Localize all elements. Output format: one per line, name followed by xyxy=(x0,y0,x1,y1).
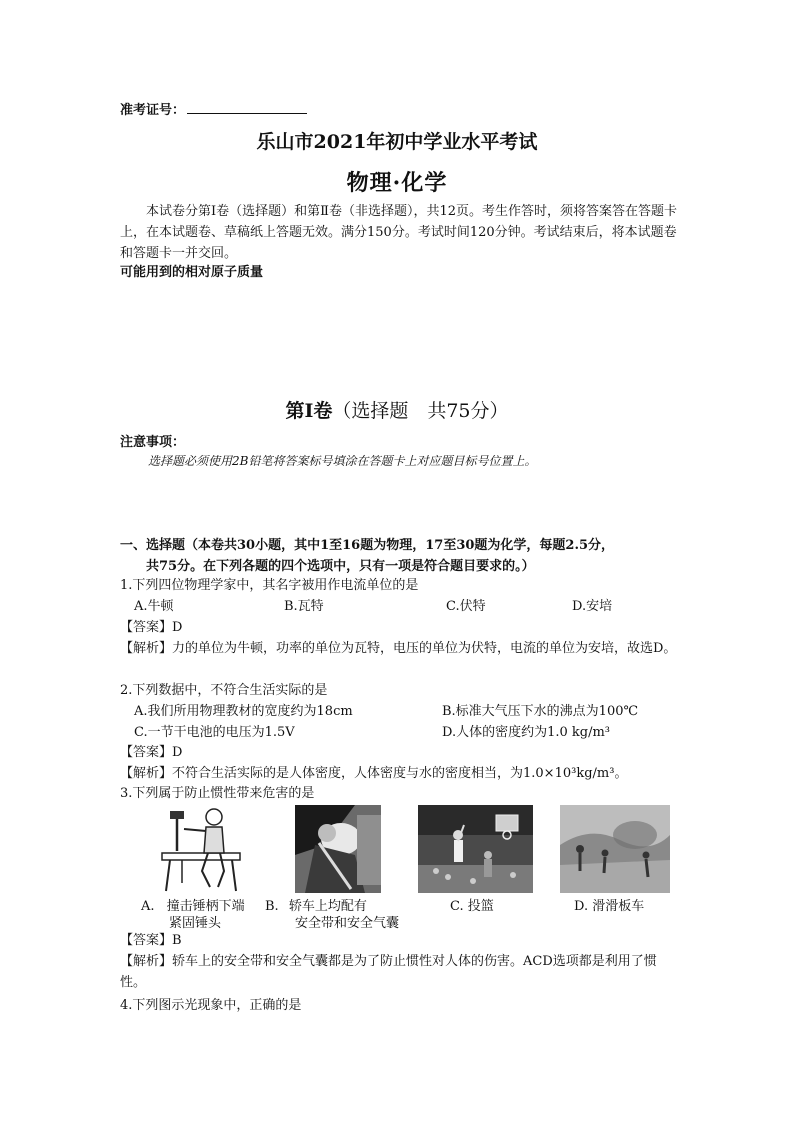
ticket-number-blank xyxy=(187,101,307,114)
q3-option-b-line2: 安全带和安全气囊 xyxy=(295,916,400,931)
q2-option-b: B.标准大气压下水的沸点为100℃ xyxy=(442,704,639,719)
car-airbag-photo xyxy=(295,805,381,893)
q3-image-skateboard xyxy=(560,805,670,893)
exam-title: 乐山市2021年初中学业水平考试 xyxy=(256,131,538,153)
q3-option-b-line1: 轿车上均配有 xyxy=(288,899,367,914)
exam-subject: 物理·化学 xyxy=(346,170,448,196)
section-title-sub: （选择题 共75分） xyxy=(332,400,509,422)
q1-analysis: 【解析】力的单位为牛顿，功率的单位为瓦特，电压的单位为伏特，电流的单位为安培，故选D。 xyxy=(120,641,677,656)
q3-option-a-letter: A. xyxy=(141,899,155,914)
notice-body: 选择题必须使用2B铅笔将答案标号填涂在答题卡上对应题目标号位置上。 xyxy=(148,454,537,468)
q2-answer: 【答案】D xyxy=(120,745,183,760)
q1-option-d: D.安培 xyxy=(572,599,613,614)
q3-image-hammer xyxy=(152,805,244,893)
notice-heading: 注意事项： xyxy=(120,435,186,450)
q1-option-a: A.牛顿 xyxy=(134,599,174,614)
q3-option-a xyxy=(141,898,245,932)
exam-intro: 本试卷分第Ⅰ卷（选择题）和第Ⅱ卷（非选择题），共12页。考生作答时，须将答案答在答题卡上，在本试题卷、草稿纸上答题无效。满分150分。考试时间120分钟。考试结束后，将本试题卷和答题卡一并交回。 xyxy=(120,204,678,261)
q1-stem: 1.下列四位物理学家中，其名字被用作电流单位的是 xyxy=(120,578,419,593)
section-title xyxy=(0,396,794,423)
ticket-number-label: 准考证号： xyxy=(120,103,186,118)
q3-option-d: D. 滑滑板车 xyxy=(574,899,645,914)
q1-option-c: C.伏特 xyxy=(446,599,486,614)
q2-option-c: C.一节干电池的电压为1.5V xyxy=(134,725,295,740)
q3-stem: 3.下列属于防止惯性带来危害的是 xyxy=(120,786,315,801)
q3-option-b-letter: B. xyxy=(265,899,279,914)
section-title-main: 第Ⅰ卷 xyxy=(285,400,333,422)
q2-stem: 2.下列数据中，不符合生活实际的是 xyxy=(120,683,328,698)
q3-option-b xyxy=(265,898,399,932)
part1-line2: 共75分。在下列各题的四个选项中，只有一项是符合题目要求的。） xyxy=(146,559,535,574)
basketball-photo xyxy=(418,805,533,893)
q3-answer: 【答案】B xyxy=(120,933,182,948)
part1-instructions xyxy=(120,535,680,577)
skateboard-photo xyxy=(560,805,670,893)
q3-image-car xyxy=(295,805,381,893)
part1-line1: 一、选择题（本卷共30小题，其中1至16题为物理，17至30题为化学，每题2.5分， xyxy=(120,538,615,553)
q3-image-basketball xyxy=(418,805,533,893)
ticket-number-field xyxy=(120,99,307,118)
q3-analysis: 【解析】轿车上的安全带和安全气囊都是为了防止惯性对人体的伤害。ACD选项都是利用了惯性。 xyxy=(120,954,657,990)
q3-option-c: C. 投篮 xyxy=(450,899,494,914)
q2-option-d: D.人体的密度约为1.0 kg/m³ xyxy=(442,725,611,740)
q3-option-a-line1: 撞击锤柄下端 xyxy=(166,899,245,914)
q4-stem: 4.下列图示光现象中，正确的是 xyxy=(120,998,302,1013)
q1-answer: 【答案】D xyxy=(120,620,183,635)
atomic-mass-heading: 可能用到的相对原子质量 xyxy=(120,265,264,280)
hammer-illustration xyxy=(152,805,244,893)
q2-option-a: A.我们所用物理教材的宽度约为18cm xyxy=(134,704,353,719)
q3-option-a-line2: 紧固锤头 xyxy=(169,916,222,931)
q1-option-b: B.瓦特 xyxy=(284,599,324,614)
q2-analysis: 【解析】不符合生活实际的是人体密度，人体密度与水的密度相当，为1.0×10³kg/m³。 xyxy=(120,766,628,781)
